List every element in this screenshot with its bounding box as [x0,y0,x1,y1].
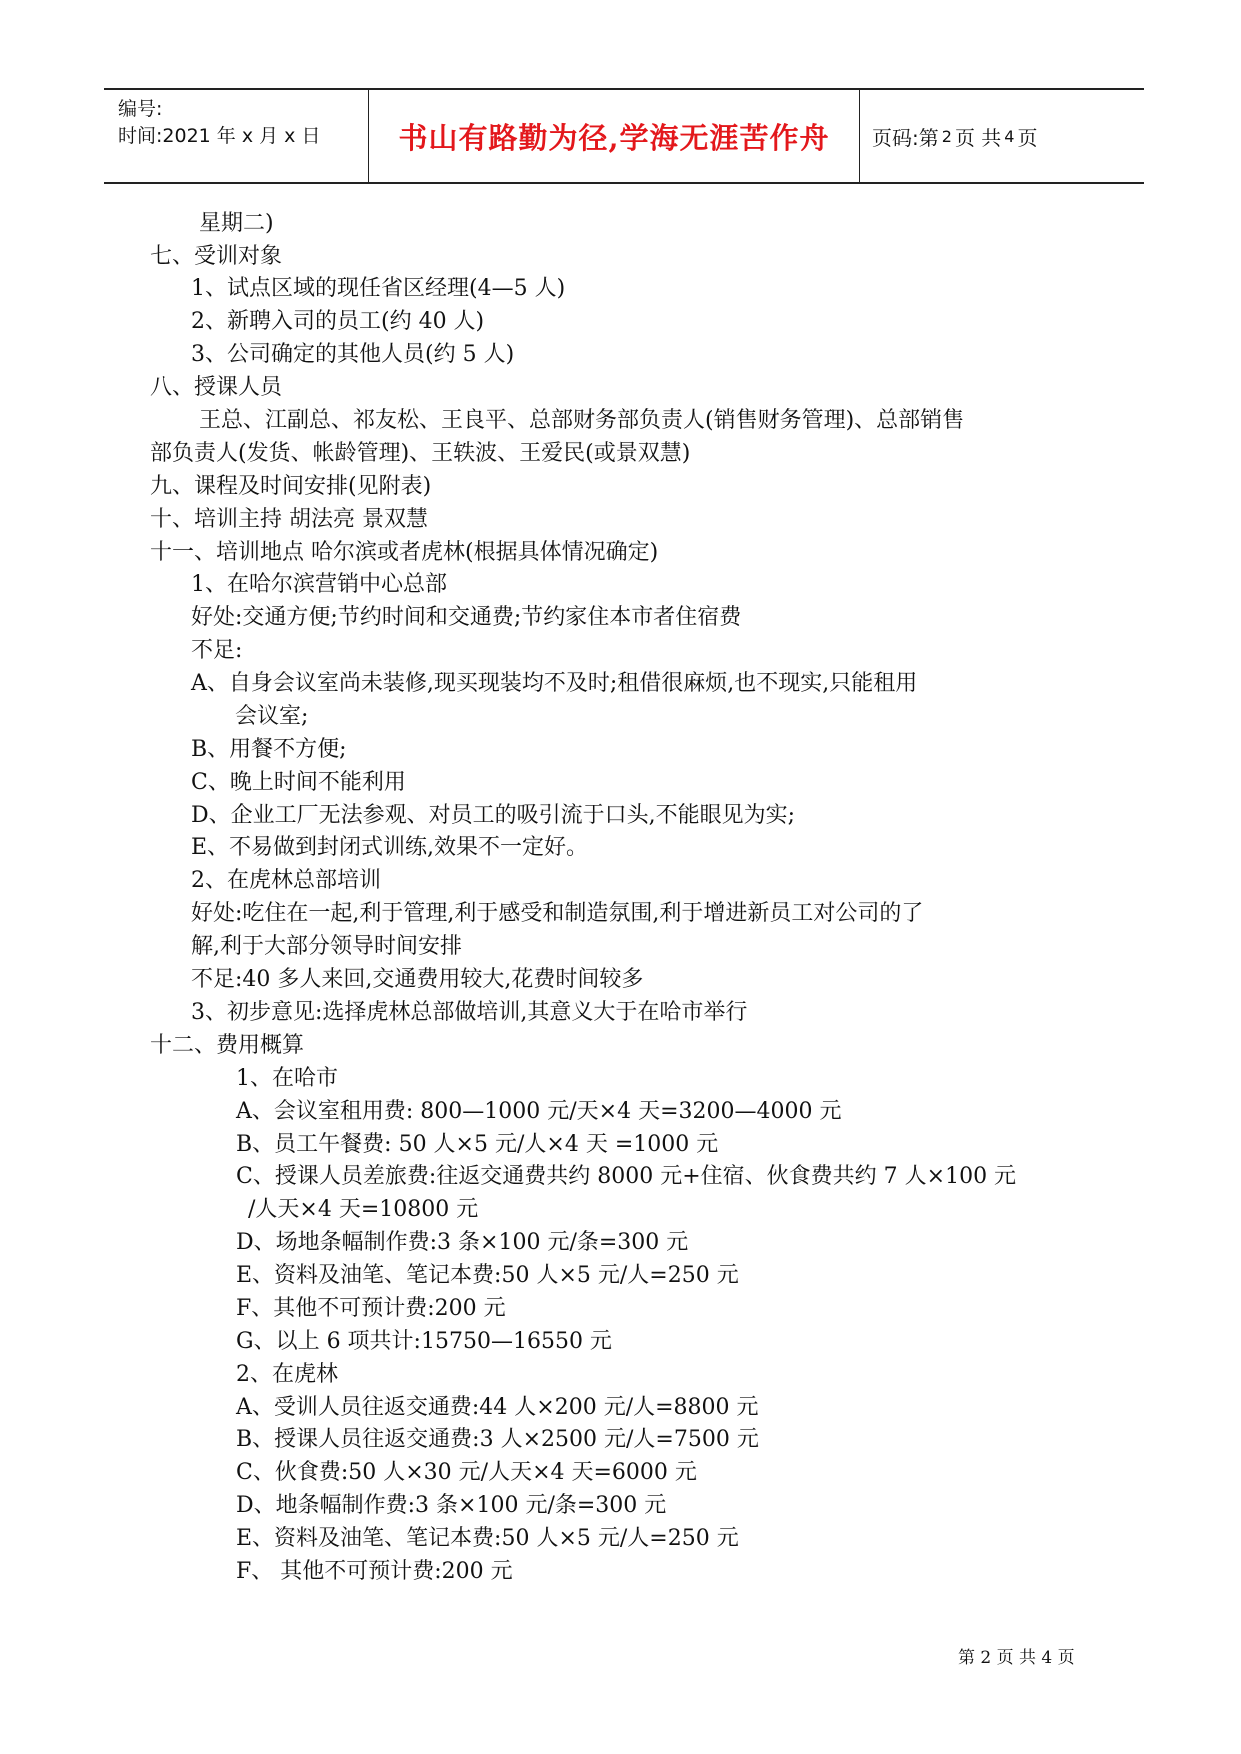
section-heading: 十二、费用概算 [150,1033,305,1058]
text-line: C、授课人员差旅费:往返交通费共约 8000 元+住宿、伙食费共约 7 人×100 元 [236,1164,1017,1189]
text-line: A、受训人员往返交通费:44 人×200 元/人=8800 元 [236,1395,759,1420]
doc-number-label: 编号: [118,98,163,120]
text-line: C、伙食费:50 人×30 元/人天×4 天=6000 元 [236,1460,697,1485]
page-mid: 页 共 [954,125,1002,150]
text-line: A、自身会议室尚未装修,现买现装均不及时;租借很麻烦,也不现实,只能租用 [191,671,918,696]
header-motto: 书山有路勤为径,学海无涯苦作舟 [398,120,830,155]
text-line: 部负责人(发货、帐龄管理)、王轶波、王爱民(或景双慧) [150,441,691,466]
text-line: 2、在虎林 [236,1362,338,1387]
text-line: E、资料及油笔、笔记本费:50 人×5 元/人=250 元 [236,1263,739,1288]
text-line: 好处:交通方便;节约时间和交通费;节约家住本市者住宿费 [191,605,742,630]
text-line: A、会议室租用费: 800—1000 元/天×4 天=3200—4000 元 [236,1099,842,1124]
header-divider [368,90,369,182]
text-line: B、授课人员往返交通费:3 人×2500 元/人=7500 元 [236,1427,759,1452]
text-line: E、资料及油笔、笔记本费:50 人×5 元/人=250 元 [236,1526,739,1551]
text-line: 不足:40 多人来回,交通费用较大,花费时间较多 [191,967,644,992]
text-line: B、用餐不方便; [191,737,347,762]
doc-time-label: 时间:2021 年 x 月 x 日 [118,125,321,147]
header-page-info [872,90,1037,182]
text-line: D、场地条幅制作费:3 条×100 元/条=300 元 [236,1230,689,1255]
text-line: D、企业工厂无法参观、对员工的吸引流于口头,不能眼见为实; [191,803,796,828]
text-line: E、不易做到封闭式训练,效果不一定好。 [191,835,589,860]
section-heading: 十、培训主持 胡法亮 景双慧 [150,507,428,532]
text-line: 1、试点区域的现任省区经理(4—5 人) [191,276,566,301]
text-line: 1、在哈市 [236,1066,338,1091]
text-line: 不足: [191,638,243,663]
text-line: 会议室; [235,704,309,729]
page-number: 2 [941,126,952,146]
page-suffix: 页 [1017,125,1038,150]
page-header [104,88,1144,184]
page-footer: 第 2 页 共 4 页 [958,1648,1075,1668]
text-line: B、员工午餐费: 50 人×5 元/人×4 天 =1000 元 [236,1132,719,1157]
header-divider [859,90,860,182]
page-prefix: 页码:第 [872,125,939,150]
section-heading: 九、课程及时间安排(见附表) [150,474,432,499]
text-line: F、其他不可预计费:200 元 [236,1296,506,1321]
text-line: G、以上 6 项共计:15750—16550 元 [236,1329,612,1354]
section-heading: 十一、培训地点 哈尔滨或者虎林(根据具体情况确定) [150,540,659,565]
text-line: 王总、江副总、祁友松、王良平、总部财务部负责人(销售财务管理)、总部销售 [199,408,965,433]
text-line: /人天×4 天=10800 元 [248,1197,479,1222]
section-heading: 七、受训对象 [150,244,283,269]
text-line: C、晚上时间不能利用 [191,770,406,795]
text-line: 3、公司确定的其他人员(约 5 人) [191,342,515,367]
text-line: 2、新聘入司的员工(约 40 人) [191,309,485,334]
text-line: 2、在虎林总部培训 [191,868,381,893]
header-meta [118,96,368,150]
section-heading: 八、授课人员 [150,375,283,400]
page-total: 4 [1004,126,1015,146]
text-line: F、 其他不可预计费:200 元 [236,1559,513,1584]
text-line: 星期二) [199,211,274,236]
text-line: D、地条幅制作费:3 条×100 元/条=300 元 [236,1493,667,1518]
text-line: 3、初步意见:选择虎林总部做培训,其意义大于在哈市举行 [191,1000,748,1025]
text-line: 好处:吃住在一起,利于管理,利于感受和制造氛围,利于增进新员工对公司的了 [191,901,924,926]
text-line: 1、在哈尔滨营销中心总部 [191,572,447,597]
text-line: 解,利于大部分领导时间安排 [191,934,462,959]
